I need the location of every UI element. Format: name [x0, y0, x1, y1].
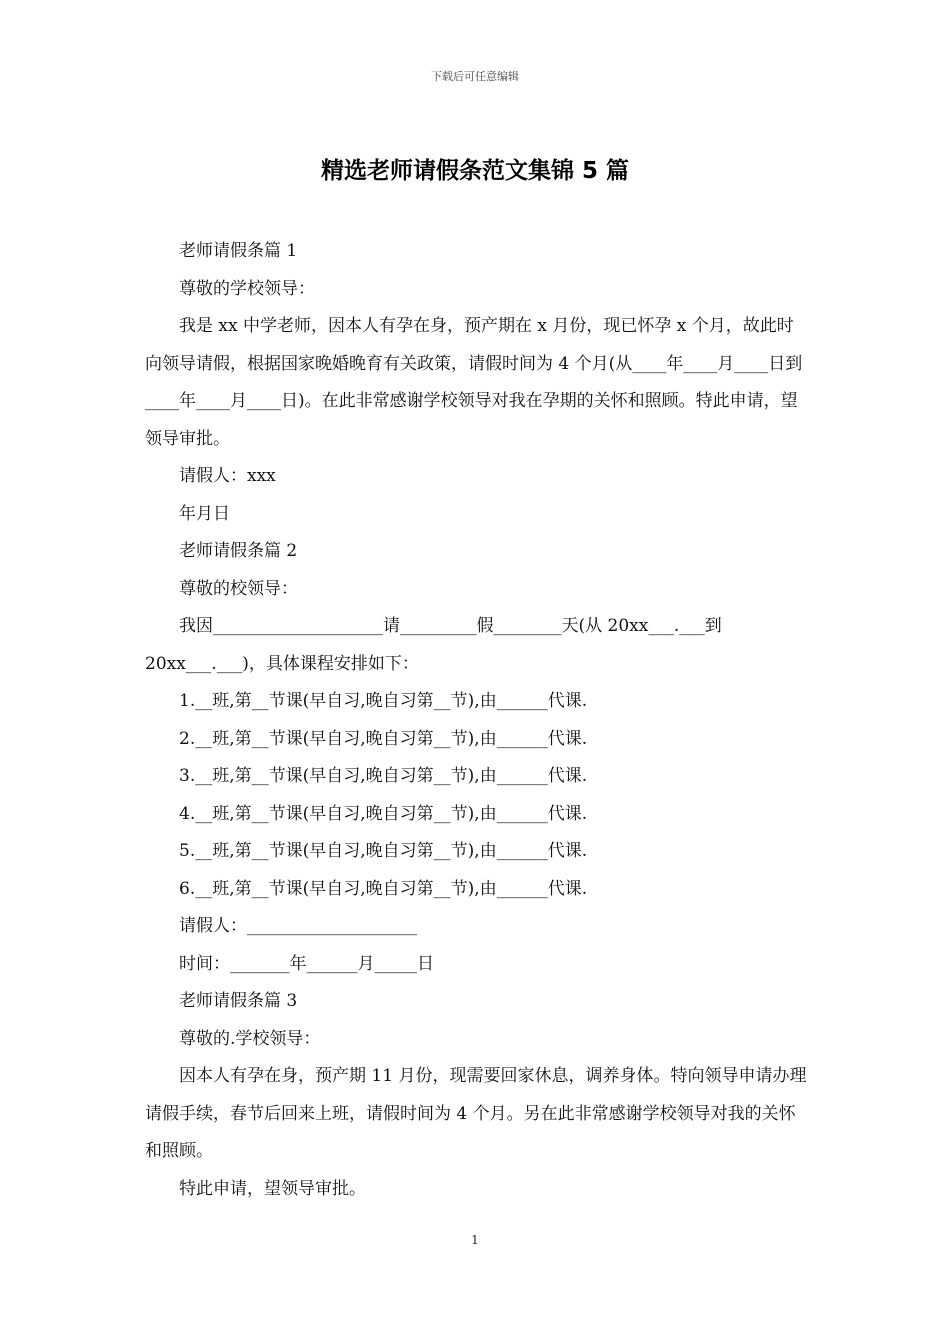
- list-item: 4.__班,第__节课(早自习,晚自习第__节),由______代课.: [179, 803, 588, 824]
- date-line-1: 年月日: [179, 503, 230, 524]
- section-heading-1: 老师请假条篇 1: [179, 241, 298, 261]
- list-item: 1.__班,第__节课(早自习,晚自习第__节),由______代课.: [179, 691, 588, 711]
- document-title: 精选老师请假条范文集锦 5 篇: [320, 158, 630, 184]
- list-item: 5.__班,第__节课(早自习,晚自习第__节),由______代课.: [179, 841, 588, 861]
- list-item: 2.__班,第__节课(早自习,晚自习第__节),由______代课.: [179, 728, 588, 749]
- body-paragraph-2: 我因____________________请_________假________天(从 20xx___.___到 20xx___.___)，具体课程安排如下：: [145, 616, 722, 674]
- list-item: 6.__班,第__节课(早自习,晚自习第__节),由______代课.: [179, 878, 588, 899]
- signature-2: 请假人：____________________: [179, 916, 417, 936]
- signature-1: 请假人：xxx: [179, 466, 276, 486]
- body-paragraph-1: 我是 xx 中学老师，因本人有孕在身，预产期在 x 月份，现已怀孕 x 个月，故此时向领导请假，根据国家晚婚晚育有关政策，请假时间为 4 个月(从____年____月____日到____年____月____日)。在此非常感谢学校领导对我在孕期的关怀和照顾。特此申请，望领导审批。: [145, 316, 803, 449]
- list-item: 3.__班,第__节课(早自习,晚自习第__节),由______代课.: [179, 766, 588, 786]
- document-body: [145, 233, 810, 1208]
- page-number: 1: [471, 1233, 479, 1247]
- section-heading-3: 老师请假条篇 3: [179, 991, 298, 1011]
- body-paragraph-3: 因本人有孕在身，预产期 11 月份，现需要回家休息，调养身体。特向领导申请办理请假手续，春节后回来上班，请假时间为 4 个月。另在此非常感谢学校领导对我的关怀和照顾。: [145, 1066, 807, 1161]
- salutation-3: 尊敬的.学校领导：: [179, 1028, 321, 1049]
- salutation-1: 尊敬的学校领导：: [179, 278, 315, 299]
- closing-line-3: 特此申请，望领导审批。: [179, 1178, 366, 1199]
- page-header: 下载后可任意编辑: [431, 70, 519, 83]
- date-line-2: 时间：_______年______月_____日: [179, 953, 434, 974]
- section-heading-2: 老师请假条篇 2: [179, 541, 298, 561]
- salutation-2: 尊敬的校领导：: [179, 578, 298, 599]
